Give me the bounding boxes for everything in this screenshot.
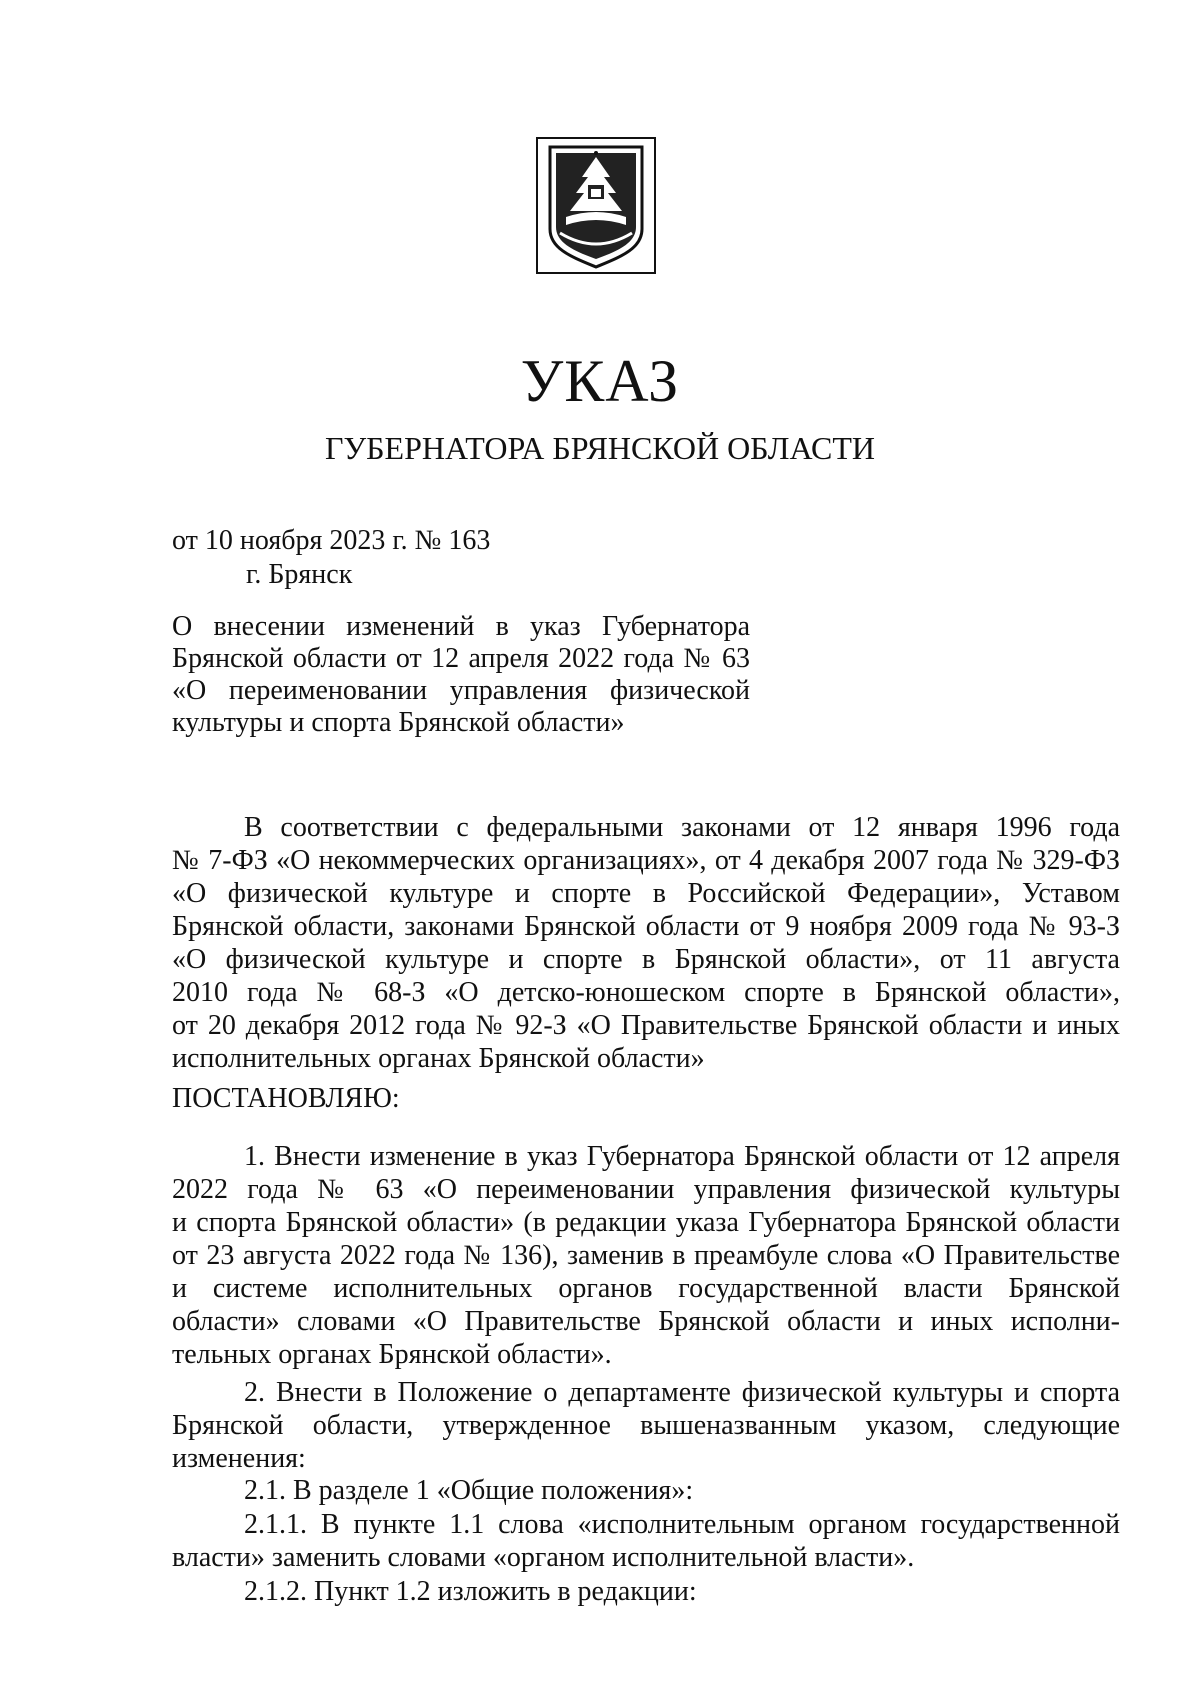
subject-line: О внесении изменений в указ Губернатора — [172, 611, 750, 642]
preamble-line: В соответствии с федеральными законами от 12 января 1996 года — [244, 812, 1120, 843]
preamble-line: исполнительных органах Брянской области» — [172, 1043, 705, 1074]
item-line: 2022 года № 63 «О переименовании управления физической культуры — [172, 1174, 1120, 1205]
item-line: и системе исполнительных органов государственной власти Брянской — [172, 1273, 1120, 1304]
item-line: Брянской области, утвержденное вышеназванным указом, следующие — [172, 1410, 1120, 1441]
preamble-line: «О физической культуре и спорте в Брянской области», от 11 августа — [172, 944, 1120, 975]
item-line: 2. Внести в Положение о департаменте физической культуры и спорта — [244, 1377, 1120, 1408]
decree-subject — [172, 611, 750, 739]
item-2-1-2: 2.1.2. Пункт 1.2 изложить в редакции: — [244, 1576, 697, 1607]
item-line: тельных органах Брянской области». — [172, 1339, 612, 1370]
item-line: и спорта Брянской области» (в редакции указа Губернатора Брянской области — [172, 1207, 1120, 1238]
document-subtitle: ГУБЕРНАТОРА БРЯНСКОЙ ОБЛАСТИ — [325, 430, 875, 466]
item-line: области» словами «О Правительстве Брянской области и иных исполни- — [172, 1306, 1120, 1337]
item-2-1-1-paragraph — [172, 1508, 1120, 1574]
decree-word: ПОСТАНОВЛЯЮ: — [172, 1083, 400, 1114]
preamble-line: Брянской области, законами Брянской области от 9 ноября 2009 года № 93-З — [172, 911, 1120, 942]
preamble-line: 2010 года № 68-З «О детско-юношеском спорте в Брянской области», — [172, 977, 1120, 1008]
item-2-1: 2.1. В разделе 1 «Общие положения»: — [244, 1475, 694, 1506]
coat-of-arms-emblem — [536, 137, 656, 274]
item-line: 1. Внести изменение в указ Губернатора Брянской области от 12 апреля — [244, 1141, 1120, 1172]
preamble-line: № 7-ФЗ «О некоммерческих организациях», от 4 декабря 2007 года № 329-ФЗ — [172, 845, 1120, 876]
subject-line: Брянской области от 12 апреля 2022 года № 63 — [172, 643, 750, 674]
preamble-line: «О физической культуре и спорте в Российской Федерации», Уставом — [172, 878, 1120, 909]
preamble-paragraph — [172, 811, 1120, 1075]
item-1-paragraph — [172, 1140, 1120, 1371]
preamble-line: от 20 декабря 2012 года № 92-З «О Правительстве Брянской области и иных — [172, 1010, 1120, 1041]
subject-line: культуры и спорта Брянской области» — [172, 707, 625, 738]
decree-city: г. Брянск — [246, 559, 353, 590]
item-2-paragraph — [172, 1376, 1120, 1475]
item-line: власти» заменить словами «органом исполнительной власти». — [172, 1542, 915, 1573]
item-line: от 23 августа 2022 года № 136), заменив в преамбуле слова «О Правительстве — [172, 1240, 1120, 1271]
item-line: изменения: — [172, 1443, 306, 1474]
item-line: 2.1.1. В пункте 1.1 слова «исполнительным органом государственной — [244, 1509, 1120, 1540]
document-title: УКАЗ — [520, 348, 680, 414]
subject-line: «О переименовании управления физической — [172, 675, 750, 706]
decree-date-number: от 10 ноября 2023 г. № 163 — [172, 525, 491, 556]
